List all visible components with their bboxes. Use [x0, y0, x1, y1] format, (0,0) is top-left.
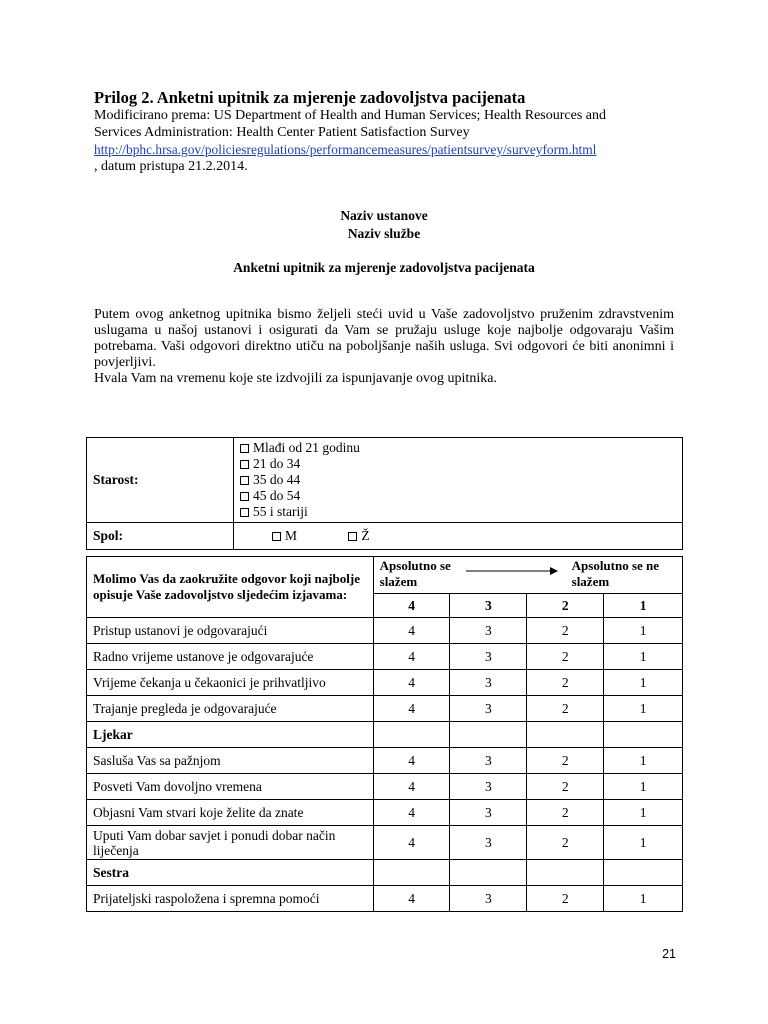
rating-option-4[interactable]: 4 [373, 800, 450, 826]
age-option-2[interactable] [234, 456, 682, 472]
institution-name: Naziv ustanove [340, 208, 428, 223]
empty-cell [604, 860, 683, 886]
annex-title: Prilog 2. Anketni upitnik za mjerenje zadovoljstva pacijenata [94, 88, 526, 107]
section-row [87, 722, 683, 748]
age-option-5[interactable] [234, 504, 682, 520]
empty-cell [527, 722, 604, 748]
sex-option-z[interactable] [348, 528, 369, 543]
empty-cell [373, 722, 450, 748]
form-title: Anketni upitnik za mjerenje zadovoljstva pacijenata [233, 260, 535, 275]
statement-row [87, 774, 683, 800]
empty-cell [604, 722, 683, 748]
age-label: Starost: [87, 438, 234, 523]
rating-option-4[interactable]: 4 [373, 670, 450, 696]
rating-option-1[interactable]: 1 [604, 748, 683, 774]
section-label: Ljekar [87, 722, 374, 748]
checkbox-icon[interactable] [348, 532, 357, 541]
age-option-label: 21 do 34 [253, 456, 301, 471]
thanks-paragraph: Hvala Vam na vremenu koje ste izdvojili za ispunjavanje ovog upitnika. [94, 371, 497, 386]
age-option-4[interactable] [234, 488, 682, 504]
statement-label: Vrijeme čekanja u čekaonici je prihvatljivo [87, 670, 374, 696]
checkbox-icon[interactable] [240, 492, 249, 501]
scale-header-1: 1 [604, 594, 683, 618]
access-date: , datum pristupa 21.2.2014. [94, 159, 248, 174]
scale-header-3: 3 [450, 594, 527, 618]
statement-row [87, 696, 683, 722]
empty-cell [527, 860, 604, 886]
rating-option-1[interactable]: 1 [604, 886, 683, 912]
demographics-table [86, 437, 683, 550]
statement-label: Radno vrijeme ustanove je odgovarajuće [87, 644, 374, 670]
rating-option-2[interactable]: 2 [527, 670, 604, 696]
checkbox-icon[interactable] [240, 476, 249, 485]
rating-option-2[interactable]: 2 [527, 826, 604, 860]
rating-option-4[interactable]: 4 [373, 774, 450, 800]
source-url-link[interactable]: http://bphc.hrsa.gov/policiesregulations/performancemeasures/patientsurvey/surveyform.html [94, 142, 597, 157]
statement-label: Sasluša Vas sa pažnjom [87, 748, 374, 774]
scale-header-row [87, 557, 683, 594]
rating-option-4[interactable]: 4 [373, 886, 450, 912]
empty-cell [450, 860, 527, 886]
checkbox-icon[interactable] [240, 444, 249, 453]
rating-option-2[interactable]: 2 [527, 618, 604, 644]
statement-label: Trajanje pregleda je odgovarajuće [87, 696, 374, 722]
rating-option-3[interactable]: 3 [450, 800, 527, 826]
checkbox-icon[interactable] [240, 460, 249, 469]
statement-label: Uputi Vam dobar savjet i ponudi dobar način liječenja [87, 826, 374, 860]
rating-option-1[interactable]: 1 [604, 774, 683, 800]
rating-option-2[interactable]: 2 [527, 800, 604, 826]
age-options [234, 438, 683, 523]
rating-option-2[interactable]: 2 [527, 886, 604, 912]
age-option-label: 45 do 54 [253, 488, 301, 503]
age-row [87, 438, 683, 523]
rating-option-2[interactable]: 2 [527, 748, 604, 774]
age-option-label: Mlađi od 21 godinu [253, 440, 360, 455]
checkbox-icon[interactable] [272, 532, 281, 541]
statement-label: Prijateljski raspoložena i spremna pomoći [87, 886, 374, 912]
statement-row [87, 618, 683, 644]
statement-label: Posveti Vam dovoljno vremena [87, 774, 374, 800]
sex-row [87, 523, 683, 550]
age-option-1[interactable] [234, 440, 682, 456]
rating-option-3[interactable]: 3 [450, 670, 527, 696]
rating-option-4[interactable]: 4 [373, 696, 450, 722]
section-row [87, 860, 683, 886]
rating-option-3[interactable]: 3 [450, 886, 527, 912]
rating-option-1[interactable]: 1 [604, 618, 683, 644]
rating-option-1[interactable]: 1 [604, 800, 683, 826]
age-option-label: 55 i stariji [253, 504, 308, 519]
scale-anchors [373, 557, 682, 594]
section-label: Sestra [87, 860, 374, 886]
statement-row [87, 800, 683, 826]
checkbox-icon[interactable] [240, 508, 249, 517]
age-option-3[interactable] [234, 472, 682, 488]
sex-option-m[interactable] [272, 528, 297, 543]
statement-row [87, 670, 683, 696]
left-anchor: Apsolutno se slažem [379, 558, 451, 589]
rating-option-2[interactable]: 2 [527, 774, 604, 800]
rating-option-1[interactable]: 1 [604, 670, 683, 696]
arrow-right-icon [466, 565, 558, 577]
statement-row [87, 886, 683, 912]
rating-option-3[interactable]: 3 [450, 644, 527, 670]
rating-option-3[interactable]: 3 [450, 826, 527, 860]
rating-option-3[interactable]: 3 [450, 774, 527, 800]
rating-option-4[interactable]: 4 [373, 644, 450, 670]
scale-header-2: 2 [527, 594, 604, 618]
survey-instruction: Molimo Vas da zaokružite odgovor koji najbolje opisuje Vaše zadovoljstvo sljedećim izjavama: [87, 557, 374, 618]
rating-option-4[interactable]: 4 [373, 826, 450, 860]
service-name: Naziv službe [347, 226, 421, 241]
rating-option-4[interactable]: 4 [373, 618, 450, 644]
empty-cell [373, 860, 450, 886]
statement-row [87, 826, 683, 860]
page-number: 21 [662, 947, 676, 961]
rating-option-1[interactable]: 1 [604, 644, 683, 670]
source-line-1: Modificirano prema: US Department of Health and Human Services; Health Resources and [94, 108, 607, 123]
statement-label: Pristup ustanovi je odgovarajući [87, 618, 374, 644]
right-anchor: Apsolutno se ne slažem [571, 558, 660, 589]
statement-row [87, 748, 683, 774]
rating-option-2[interactable]: 2 [527, 696, 604, 722]
intro-paragraph: Putem ovog anketnog upitnika bismo željeli steći uvid u Vaše zadovoljstvo pruženim zdravstvenim uslugama u našoj ustanovi i osigurati da Vam se pružaju usluge koje najbolje odgovaraju Vašim potrebama. Vaši odgovori direktno utiču na poboljšanje naših usluga. Svi odgovori će biti anonimni i povjerljivi. [94, 307, 674, 370]
sex-option-label: Ž [361, 528, 370, 543]
age-option-label: 35 do 44 [253, 472, 301, 487]
intro-text [94, 307, 674, 387]
rating-option-3[interactable]: 3 [450, 618, 527, 644]
empty-cell [450, 722, 527, 748]
sex-option-label: M [285, 528, 298, 543]
sex-options [234, 523, 683, 550]
rating-option-3[interactable]: 3 [450, 696, 527, 722]
rating-option-1[interactable]: 1 [604, 696, 683, 722]
rating-option-3[interactable]: 3 [450, 748, 527, 774]
sex-label: Spol: [87, 523, 234, 550]
survey-body [87, 618, 683, 912]
statement-row [87, 644, 683, 670]
source-line-2: Services Administration: Health Center Patient Satisfaction Survey [94, 125, 470, 140]
rating-option-2[interactable]: 2 [527, 644, 604, 670]
rating-option-4[interactable]: 4 [373, 748, 450, 774]
satisfaction-table [86, 556, 683, 912]
statement-label: Objasni Vam stvari koje želite da znate [87, 800, 374, 826]
scale-header-4: 4 [373, 594, 450, 618]
rating-option-1[interactable]: 1 [604, 826, 683, 860]
